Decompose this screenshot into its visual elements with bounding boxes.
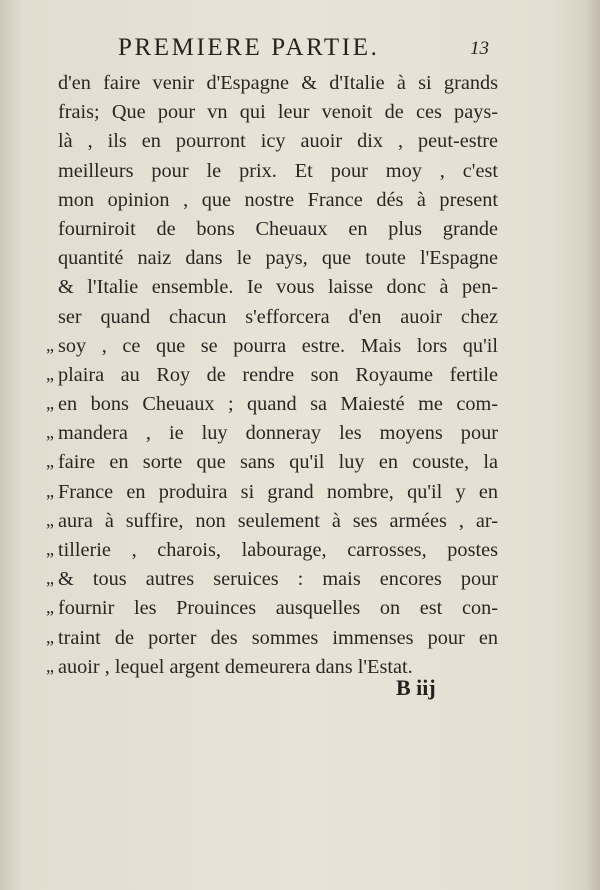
page-number: 13 [470, 38, 489, 59]
text-line [58, 98, 498, 127]
marginal-quote-mark: „ [46, 480, 53, 501]
text-line [46, 624, 498, 653]
line-text: fournir les Prouinces ausquelles on est con- [58, 597, 498, 620]
text-line [58, 69, 498, 98]
text-line [46, 448, 498, 477]
marginal-quote-mark: „ [46, 451, 53, 472]
text-line [46, 361, 498, 390]
text-line [58, 157, 498, 186]
marginal-quote-mark: „ [46, 422, 53, 443]
line-text: ser quand chacun s'efforcera d'en auoir chez [58, 305, 498, 328]
line-text: tillerie , charois, labourage, carrosses, postes [58, 539, 498, 561]
line-text: quantité naiz dans le pays, que toute l'Espagne [58, 247, 498, 270]
line-text: France en produira si grand nombre, qu'il y en [58, 480, 498, 503]
page-header [0, 32, 600, 68]
text-line [58, 273, 498, 302]
signature-mark: B iij [396, 675, 436, 700]
line-text: plaira au Roy de rendre son Royaume fertile [58, 363, 498, 386]
marginal-quote-mark: „ [46, 597, 53, 618]
line-text: frais; Que pour vn qui leur venoit de ces pays- [58, 101, 498, 124]
line-text: fourniroit de bons Cheuaux en plus grande [58, 217, 498, 240]
running-title: PREMIERE PARTIE. [118, 34, 380, 61]
marginal-quote-mark: „ [46, 363, 53, 384]
text-line [46, 565, 498, 594]
text-line [46, 594, 498, 623]
body-text [46, 69, 498, 682]
text-line [58, 215, 498, 244]
text-line [46, 478, 498, 507]
line-text: mandera , ie luy donneray les moyens pour [58, 422, 498, 445]
line-text: d'en faire venir d'Espagne & d'Italie à si grands [58, 72, 498, 94]
line-text: mon opinion , que nostre France dés à present [58, 188, 498, 211]
marginal-quote-mark: „ [46, 568, 53, 589]
text-line [58, 303, 498, 332]
marginal-quote-mark: „ [46, 393, 53, 414]
marginal-quote-mark: „ [46, 539, 53, 559]
marginal-quote-mark: „ [46, 655, 53, 676]
text-line [46, 507, 498, 536]
marginal-quote-mark: „ [46, 509, 53, 530]
line-text: meilleurs pour le prix. Et pour moy , c'est [58, 159, 498, 182]
line-text: & l'Italie ensemble. Ie vous laisse donc à pen- [58, 276, 498, 299]
line-text: & tous autres seruices : mais encores pour [58, 568, 498, 591]
text-line [58, 244, 498, 273]
text-line [46, 332, 498, 361]
line-text: en bons Cheuaux ; quand sa Maiesté me com- [58, 393, 498, 416]
marginal-quote-mark: „ [46, 626, 53, 647]
text-line [46, 390, 498, 419]
text-line [58, 127, 498, 156]
line-text: auoir , lequel argent demeurera dans l'Estat. [58, 655, 413, 678]
page-edge-shadow [586, 0, 600, 890]
line-text: faire en sorte que sans qu'il luy en couste, la [58, 451, 498, 474]
text-line [58, 186, 498, 215]
line-text: traint de porter des sommes immenses pour en [58, 626, 498, 649]
text-line [46, 419, 498, 448]
text-line [46, 536, 498, 565]
marginal-quote-mark: „ [46, 334, 53, 355]
line-text: soy , ce que se pourra estre. Mais lors qu'il [58, 334, 498, 357]
line-text: aura à suffire, non seulement à ses armées , ar- [58, 509, 498, 532]
line-text: là , ils en pourront icy auoir dix , peut-estre [58, 130, 498, 153]
